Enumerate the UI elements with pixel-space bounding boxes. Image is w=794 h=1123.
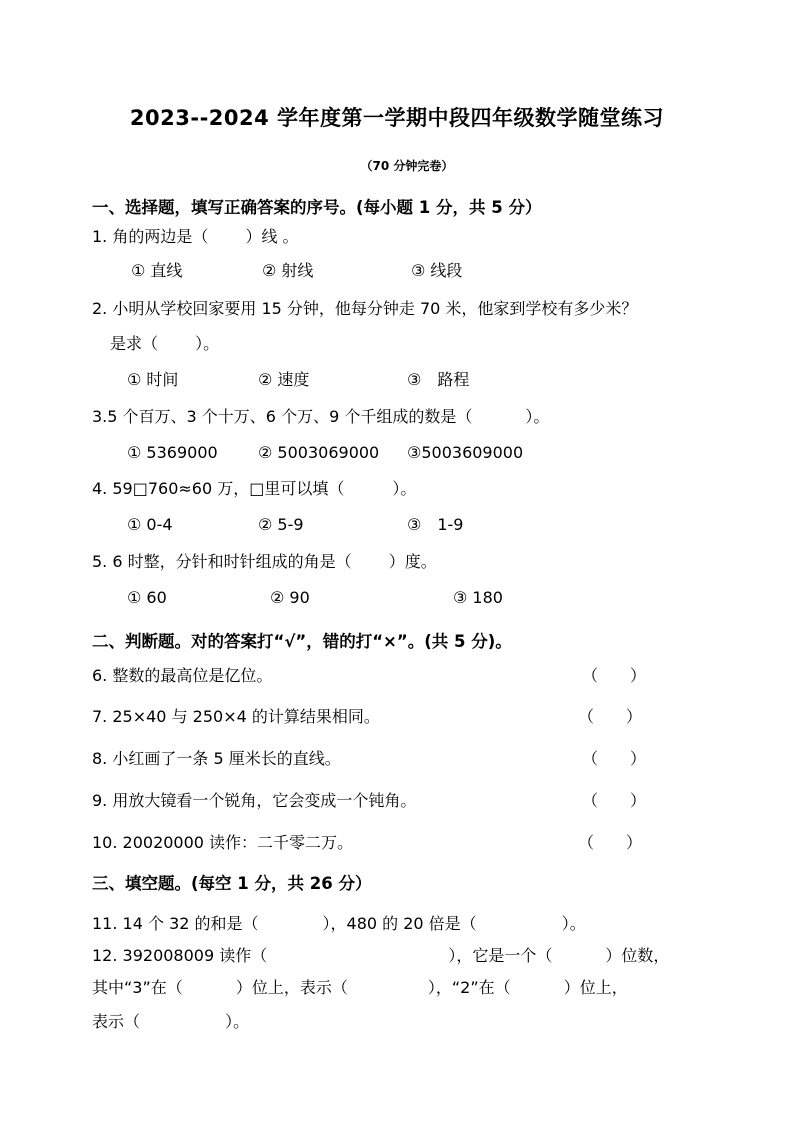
question-7: 7. 25×40 与 250×4 的计算结果相同。 <box>92 707 380 726</box>
question-8: 8. 小红画了一条 5 厘米长的直线。 <box>92 749 341 768</box>
question-3: 3.5 个百万、3 个十万、6 个万、9 个千组成的数是（ ）。 <box>92 407 550 426</box>
question-12-line-3: 表示（ ）。 <box>92 1012 250 1031</box>
q3-option-b: ② 5003069000 <box>258 443 380 462</box>
q4-option-c: ③ 1-9 <box>407 515 464 534</box>
q1-option-c: ③ 线段 <box>411 261 463 280</box>
q10-answer-paren: （ ） <box>578 833 643 852</box>
q6-answer-paren: （ ） <box>582 666 647 685</box>
question-4: 4. 59□760≈60 万，□里可以填（ ）。 <box>92 479 417 498</box>
question-9: 9. 用放大镜看一个锐角，它会变成一个钝角。 <box>92 791 417 810</box>
q4-option-a: ① 0-4 <box>127 515 173 534</box>
q5-option-c: ③ 180 <box>453 588 503 607</box>
q9-answer-paren: （ ） <box>582 791 647 810</box>
question-2: 2. 小明从学校回家要用 15 分钟，他每分钟走 70 米，他家到学校有多少米？ <box>92 299 638 318</box>
q8-answer-paren: （ ） <box>582 749 647 768</box>
question-10: 10. 20020000 读作：二千零二万。 <box>92 833 354 852</box>
question-12: 12. 392008009 读作（ ），它是一个（ ）位数， <box>92 946 670 965</box>
q5-option-b: ② 90 <box>270 588 310 607</box>
q7-answer-paren: （ ） <box>578 707 643 726</box>
q3-option-c: ③5003609000 <box>407 443 524 462</box>
q2-option-b: ② 速度 <box>258 370 310 389</box>
q5-option-a: ① 60 <box>127 588 167 607</box>
question-1: 1. 角的两边是（ ）线 。 <box>92 227 299 246</box>
question-12-line-2: 其中“3”在（ ）位上，表示（ ），“2”在（ ）位上， <box>92 978 628 997</box>
question-11: 11. 14 个 32 的和是（ ），480 的 20 倍是（ ）。 <box>92 914 586 933</box>
q4-option-b: ② 5-9 <box>258 515 304 534</box>
section-heading-fill: 三、填空题。(每空 1 分，共 26 分） <box>92 874 372 893</box>
q1-option-a: ① 直线 <box>131 261 183 280</box>
q1-option-b: ② 射线 <box>262 261 314 280</box>
page-subtitle: （70 分钟完卷） <box>360 159 454 173</box>
section-heading-judge: 二、判断题。对的答案打“√”，错的打“×”。(共 5 分)。 <box>92 632 512 651</box>
q2-option-c: ③ 路程 <box>407 370 470 389</box>
question-2-continued: 是求（ ）。 <box>110 334 220 353</box>
q2-option-a: ① 时间 <box>127 370 179 389</box>
q3-option-a: ① 5369000 <box>127 443 218 462</box>
question-5: 5. 6 时整，分针和时针组成的角是（ ）度。 <box>92 552 437 571</box>
page-title: 2023--2024 学年度第一学期中段四年级数学随堂练习 <box>129 106 665 130</box>
section-heading-choice: 一、选择题，填写正确答案的序号。(每小题 1 分，共 5 分） <box>92 198 542 217</box>
question-6: 6. 整数的最高位是亿位。 <box>92 666 273 685</box>
